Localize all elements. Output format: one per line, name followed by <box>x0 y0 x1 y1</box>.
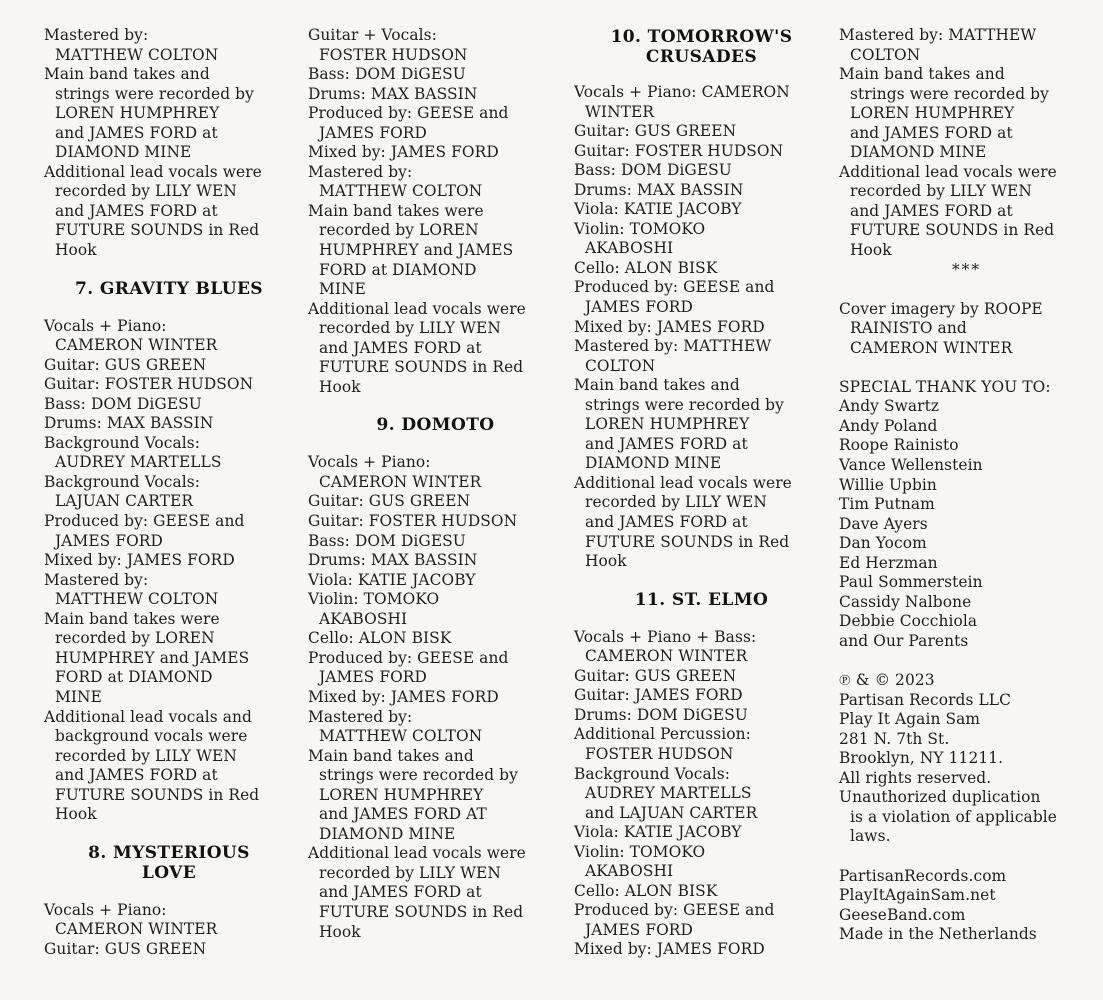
credit-line: Guitar: GUS GREEN <box>574 122 737 141</box>
credit-line: DIAMOND MINE <box>319 824 456 843</box>
credit-line: Mixed by: JAMES FORD <box>308 687 499 706</box>
credit-line: Guitar: GUS GREEN <box>44 939 207 958</box>
credit-line: recorded by LILY WEN <box>55 746 237 765</box>
credit-line: DIAMOND MINE <box>850 143 987 162</box>
credit-line: Hook <box>55 241 97 260</box>
credit-line <box>839 280 1094 300</box>
credit-line: Guitar: GUS GREEN <box>44 355 207 374</box>
credit-line: Bass: DOM DiGESU <box>308 65 466 84</box>
credit-line: MATTHEW COLTON <box>55 590 219 609</box>
credit-line: strings were recorded by <box>55 84 254 103</box>
credit-line: PlayItAgainSam.net <box>839 886 996 905</box>
credit-line: Viola: KATIE JACOBY <box>308 570 476 589</box>
credit-line: Main band takes and <box>574 376 740 395</box>
credit-line: MATTHEW COLTON <box>319 182 483 201</box>
credit-line: HUMPHREY and JAMES <box>319 241 514 260</box>
credit-line: FORD at DIAMOND <box>55 668 213 687</box>
credit-line: Mastered by: <box>308 162 413 181</box>
credit-line: Main band takes were <box>308 201 484 220</box>
credit-line: Main band takes and <box>308 746 474 765</box>
credit-line: and JAMES FORD at <box>55 123 218 142</box>
credit-line: Willie Upbin <box>839 475 937 494</box>
credit-line: Mastered by: <box>44 570 149 589</box>
credit-line: and JAMES FORD at <box>55 766 218 785</box>
credit-line: COLTON <box>585 356 656 375</box>
credit-line: Drums: DOM DiGESU <box>574 705 748 724</box>
credit-line: Guitar: FOSTER HUDSON <box>308 512 518 531</box>
credit-line: recorded by LOREN <box>55 629 215 648</box>
credit-line: Vocals + Piano: <box>44 900 167 919</box>
credit-line: Hook <box>850 241 892 260</box>
credit-line: FUTURE SOUNDS in Red <box>319 902 524 921</box>
column-1 <box>44 26 294 959</box>
credit-line: Viola: KATIE JACOBY <box>574 200 742 219</box>
credit-line: CAMERON WINTER <box>319 472 482 491</box>
credit-line: Drums: MAX BASSIN <box>308 84 478 103</box>
credit-line: Roope Rainisto <box>839 436 959 455</box>
credit-line: Guitar: FOSTER HUDSON <box>574 141 784 160</box>
credit-line <box>839 847 1094 867</box>
credit-line: Background Vocals: <box>574 764 731 783</box>
credit-line: Vocals + Piano: <box>44 316 167 335</box>
column-4 <box>839 26 1094 945</box>
credit-line: Guitar: GUS GREEN <box>574 666 737 685</box>
credit-line: Produced by: GEESE and <box>574 278 775 297</box>
credit-line: Mixed by: JAMES FORD <box>574 317 765 336</box>
credit-line: Violin: TOMOKO <box>574 842 706 861</box>
track-heading: 11. ST. ELMO <box>634 589 769 610</box>
credit-line: Guitar: GUS GREEN <box>308 492 471 511</box>
credit-line: is a violation of applicable <box>850 807 1057 826</box>
credit-line: FOSTER HUDSON <box>585 744 734 763</box>
credit-line: Mixed by: JAMES FORD <box>574 940 765 959</box>
credit-line: Mixed by: JAMES FORD <box>44 551 235 570</box>
credit-line: Partisan Records LLC <box>839 690 1011 709</box>
credit-line: JAMES FORD <box>319 668 427 687</box>
credit-line: Paul Sommerstein <box>839 573 983 592</box>
credit-line: strings were recorded by <box>319 766 518 785</box>
credit-line: Produced by: GEESE and <box>44 512 245 531</box>
credit-line: recorded by LILY WEN <box>850 182 1032 201</box>
credit-line: and JAMES FORD at <box>585 434 748 453</box>
credit-line: Guitar: FOSTER HUDSON <box>44 375 254 394</box>
credit-line: LOREN HUMPHREY <box>319 785 484 804</box>
credit-line: CAMERON WINTER <box>55 920 218 939</box>
credit-line: MATTHEW COLTON <box>55 45 219 64</box>
credit-line: and JAMES FORD at <box>319 338 482 357</box>
column-2 <box>308 26 563 942</box>
credit-line: background vocals were <box>55 727 248 746</box>
credit-line: Mastered by: <box>44 26 149 44</box>
credit-line: Produced by: GEESE and <box>574 901 775 920</box>
credit-line: Main band takes were <box>44 609 220 628</box>
credit-line: FUTURE SOUNDS in Red <box>585 532 790 551</box>
credit-line: Vocals + Piano: CAMERON <box>574 83 790 101</box>
credit-line: Background Vocals: <box>44 433 201 452</box>
credit-line: Ed Herzman <box>839 553 938 572</box>
credit-line: and JAMES FORD at <box>55 201 218 220</box>
credit-line: Drums: MAX BASSIN <box>574 180 744 199</box>
credit-line: recorded by LILY WEN <box>319 863 501 882</box>
credit-line: COLTON <box>850 45 921 64</box>
credit-line: recorded by LILY WEN <box>55 182 237 201</box>
credit-line: CAMERON WINTER <box>850 338 1013 357</box>
credit-line: JAMES FORD <box>55 531 163 550</box>
credit-line: PartisanRecords.com <box>839 866 1007 885</box>
credit-line: Additional lead vocals were <box>574 473 792 492</box>
credit-line: Andy Swartz <box>839 397 940 416</box>
credit-line: Unauthorized duplication <box>839 788 1041 807</box>
credit-line: Additional lead vocals were <box>308 299 526 318</box>
credit-line: CAMERON WINTER <box>55 336 218 355</box>
credit-line: Bass: DOM DiGESU <box>44 394 202 413</box>
credit-line: Guitar: JAMES FORD <box>574 686 743 705</box>
credit-line: Additional lead vocals were <box>44 162 262 181</box>
track-heading: 9. DOMOTO <box>376 415 495 436</box>
credit-line: Cello: ALON BISK <box>574 881 718 900</box>
credit-line: FUTURE SOUNDS in Red <box>55 221 260 240</box>
credit-line: Violin: TOMOKO <box>574 219 706 238</box>
credit-line: Additional Percussion: <box>574 725 751 744</box>
credit-line: Additional lead vocals and <box>44 707 252 726</box>
credit-line: FORD at DIAMOND <box>319 260 477 279</box>
credit-line: Andy Poland <box>839 416 938 435</box>
credit-line: Hook <box>55 805 97 824</box>
credit-line: All rights reserved. <box>839 768 992 787</box>
credit-line: DIAMOND MINE <box>55 143 192 162</box>
credit-line: FUTURE SOUNDS in Red <box>319 358 524 377</box>
credit-line: JAMES FORD <box>585 920 693 939</box>
credit-line <box>839 358 1094 378</box>
credit-line: JAMES FORD <box>585 298 693 317</box>
credit-line: Violin: TOMOKO <box>308 590 440 609</box>
track-heading: 8. MYSTERIOUS LOVE <box>88 842 250 883</box>
credit-line: Additional lead vocals were <box>839 162 1057 181</box>
credit-line: Hook <box>319 377 361 396</box>
credit-line: Cassidy Nalbone <box>839 592 972 611</box>
credit-line: Background Vocals: <box>44 472 201 491</box>
credit-line: and JAMES FORD AT <box>319 805 487 824</box>
credit-line: AUDREY MARTELLS <box>585 784 752 803</box>
credit-line: AKABOSHI <box>319 609 408 628</box>
credit-line: FUTURE SOUNDS in Red <box>850 221 1055 240</box>
credit-line: Produced by: GEESE and <box>308 104 509 123</box>
credit-line: Hook <box>319 922 361 941</box>
credit-line: Cover imagery by ROOPE <box>839 299 1043 318</box>
credit-line: Bass: DOM DiGESU <box>574 161 732 180</box>
section-separator: *** <box>951 260 982 279</box>
credit-line: Cello: ALON BISK <box>574 258 718 277</box>
credit-line: Brooklyn, NY 11211. <box>839 749 1004 768</box>
credit-line: laws. <box>850 827 891 846</box>
credit-line: Bass: DOM DiGESU <box>308 531 466 550</box>
credit-line: Guitar + Vocals: <box>308 26 437 44</box>
credit-line: Vance Wellenstein <box>839 456 983 475</box>
credit-line: AKABOSHI <box>585 239 674 258</box>
credit-line: MATTHEW COLTON <box>319 727 483 746</box>
credit-line: Main band takes and <box>44 65 210 84</box>
credit-line: Mastered by: MATTHEW <box>839 26 1037 44</box>
credit-line: WINTER <box>585 102 655 121</box>
credit-line: MINE <box>319 280 366 299</box>
credit-line: GeeseBand.com <box>839 905 966 924</box>
credit-line: Dan Yocom <box>839 534 927 553</box>
track-heading: 10. TOMORROW'S CRUSADES <box>610 27 793 67</box>
credit-line: Cello: ALON BISK <box>308 629 452 648</box>
credit-line: DIAMOND MINE <box>585 454 722 473</box>
credit-line: and LAJUAN CARTER <box>585 803 758 822</box>
credit-line: AUDREY MARTELLS <box>55 453 222 472</box>
credit-line: and JAMES FORD at <box>319 883 482 902</box>
credit-line: Main band takes and <box>839 65 1005 84</box>
credit-line: and Our Parents <box>839 631 969 650</box>
credit-line: ℗ & © 2023 <box>839 671 935 690</box>
credit-line: Tim Putnam <box>839 495 935 514</box>
credit-line: LOREN HUMPHREY <box>55 104 220 123</box>
track-heading: 7. GRAVITY BLUES <box>75 278 263 299</box>
credit-line: SPECIAL THANK YOU TO: <box>839 377 1051 396</box>
credit-line: LOREN HUMPHREY <box>850 104 1015 123</box>
credit-line: JAMES FORD <box>319 123 427 142</box>
credit-line: Debbie Cocchiola <box>839 612 978 631</box>
credit-line: recorded by LILY WEN <box>585 493 767 512</box>
credit-line: strings were recorded by <box>850 84 1049 103</box>
credit-line: Mastered by: MATTHEW <box>574 337 772 356</box>
credit-line: Mixed by: JAMES FORD <box>308 143 499 162</box>
credit-line: AKABOSHI <box>585 862 674 881</box>
credit-line: strings were recorded by <box>585 395 784 414</box>
credit-line: and JAMES FORD at <box>850 123 1013 142</box>
credit-line: FUTURE SOUNDS in Red <box>55 785 260 804</box>
credit-line: Drums: MAX BASSIN <box>308 551 478 570</box>
credit-line: RAINISTO and <box>850 319 967 338</box>
credit-line: Drums: MAX BASSIN <box>44 414 214 433</box>
credit-line: Vocals + Piano: <box>308 453 431 472</box>
column-3 <box>574 26 829 960</box>
credit-line: Produced by: GEESE and <box>308 648 509 667</box>
credit-line: Dave Ayers <box>839 514 928 533</box>
credit-line: MINE <box>55 687 102 706</box>
credit-line: recorded by LILY WEN <box>319 319 501 338</box>
credit-line: FOSTER HUDSON <box>319 45 468 64</box>
credit-line: and JAMES FORD at <box>585 513 748 532</box>
credit-line: Additional lead vocals were <box>308 844 526 863</box>
credit-line: Vocals + Piano + Bass: <box>574 627 757 646</box>
credit-line: Viola: KATIE JACOBY <box>574 823 742 842</box>
credit-line: CAMERON WINTER <box>585 647 748 666</box>
credit-line: 281 N. 7th St. <box>839 729 950 748</box>
credit-line: Mastered by: <box>308 707 413 726</box>
credit-line <box>839 652 1094 672</box>
credit-line: LAJUAN CARTER <box>55 492 194 511</box>
credit-line: recorded by LOREN <box>319 221 479 240</box>
credit-line: and JAMES FORD at <box>850 201 1013 220</box>
credit-line: HUMPHREY and JAMES <box>55 648 250 667</box>
credit-line: Made in the Netherlands <box>839 925 1037 944</box>
credit-line: Hook <box>585 552 627 571</box>
credit-line: Play It Again Sam <box>839 710 981 729</box>
credit-line: LOREN HUMPHREY <box>585 415 750 434</box>
